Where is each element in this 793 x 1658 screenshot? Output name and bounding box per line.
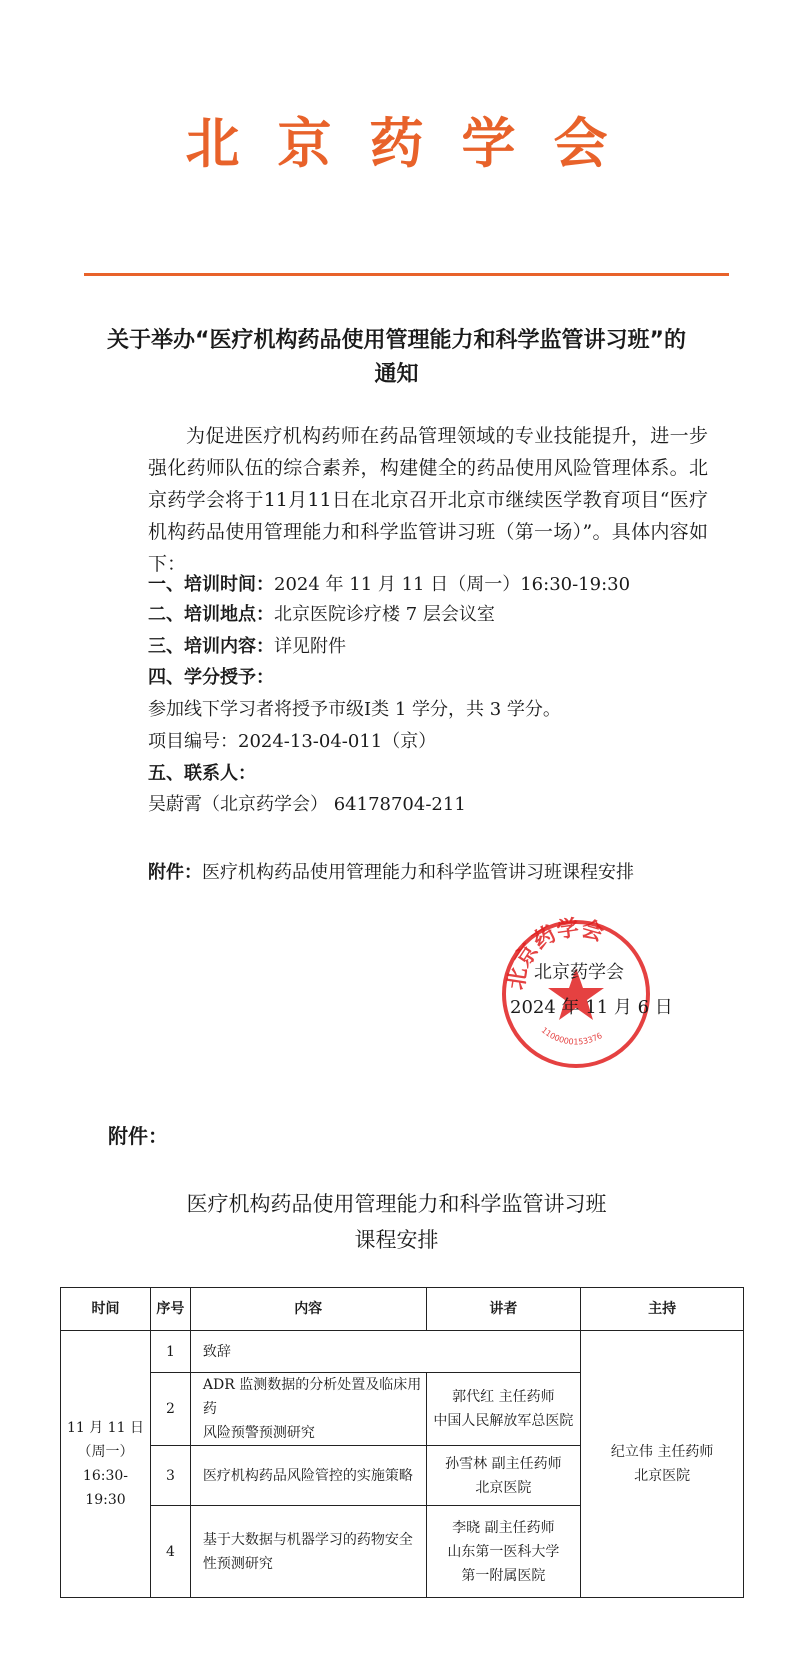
item-location xyxy=(148,600,495,630)
item-content-value: 详见附件 xyxy=(274,636,346,657)
table-row xyxy=(61,1331,744,1373)
row-number: 3 xyxy=(150,1446,190,1506)
contact-value: 吴蔚霄（北京药学会） 64178704-211 xyxy=(148,794,466,815)
item-time-value: 2024 年 11 月 11 日（周一）16:30-19:30 xyxy=(274,574,631,595)
row-number: 4 xyxy=(150,1506,190,1598)
header-speaker: 讲者 xyxy=(426,1288,581,1331)
row-content xyxy=(190,1506,426,1598)
row-number: 2 xyxy=(150,1373,190,1446)
annex-title xyxy=(0,1186,793,1258)
annex-title-line1: 医疗机构药品使用管理能力和科学监管讲习班 xyxy=(186,1192,607,1216)
speaker-line: 郭代红 主任药师 xyxy=(452,1389,555,1405)
item-time-label: 一、培训时间： xyxy=(148,574,274,595)
seal-text: 北京药学会 xyxy=(504,916,607,992)
row-content xyxy=(190,1331,580,1373)
time-weekday: （周一） xyxy=(77,1444,134,1460)
schedule-table xyxy=(60,1287,744,1598)
time-range: 16:30-19:30 xyxy=(82,1468,128,1508)
signature-date: 2024 年 11 月 6 日 xyxy=(510,997,673,1018)
notice-title-line1: 关于举办“医疗机构药品使用管理能力和科学监管讲习班”的 xyxy=(107,328,686,353)
header-content: 内容 xyxy=(190,1288,426,1331)
row-content-line: 性预测研究 xyxy=(202,1555,273,1572)
item-credit-label: 四、学分授予： xyxy=(148,667,274,688)
intro-paragraph: 为促进医疗机构药师在药品管理领域的专业技能提升，进一步强化药师队伍的综合素养，构建健全的药品使用风险管理体系。北京药学会将于11月11日在北京召开北京市继续医学教育项目“医疗机构药品使用管理能力和科学监管讲习班（第一场）”。具体内容如下： xyxy=(148,425,708,575)
speaker-line: 北京医院 xyxy=(475,1479,532,1496)
row-speaker xyxy=(426,1373,581,1446)
speaker-line: 第一附属医院 xyxy=(461,1567,546,1584)
row-content xyxy=(190,1373,426,1446)
speaker-line: 山东第一医科大学 xyxy=(447,1543,560,1560)
annex-title-line2: 课程安排 xyxy=(354,1228,439,1252)
item-credit xyxy=(148,663,274,693)
host-name: 纪立伟 主任药师 xyxy=(610,1444,714,1460)
row-content xyxy=(190,1446,426,1506)
header-time: 时间 xyxy=(61,1288,151,1331)
notice-title xyxy=(90,324,703,392)
header-number: 序号 xyxy=(150,1288,190,1331)
item-content xyxy=(148,632,346,662)
signature-org: 北京药学会 xyxy=(534,962,624,983)
item-location-value: 北京医院诊疗楼 7 层会议室 xyxy=(274,604,495,625)
annex-heading: 附件： xyxy=(108,1124,168,1148)
project-number: 项目编号：2024-13-04-011（京） xyxy=(148,731,437,752)
item-time xyxy=(148,570,630,600)
item-content-label: 三、培训内容： xyxy=(148,636,274,657)
time-cell xyxy=(61,1331,151,1598)
attachment-label: 附件： xyxy=(148,862,202,883)
masthead-title: 北京药学会 xyxy=(185,112,646,175)
speaker-line: 中国人民解放军总医院 xyxy=(433,1413,574,1429)
row-content-line: 致辞 xyxy=(202,1343,231,1360)
speaker-line: 孙雪林 副主任药师 xyxy=(445,1455,562,1472)
header-divider xyxy=(84,273,729,276)
row-number: 1 xyxy=(150,1331,190,1373)
seal-number: 1100000153376 xyxy=(539,1025,604,1047)
item-contact-label: 五、联系人： xyxy=(148,763,256,784)
row-content-line: 基于大数据与机器学习的药物安全 xyxy=(202,1531,413,1548)
row-content-line: 医疗机构药品风险管控的实施策略 xyxy=(202,1467,413,1484)
credit-text: 参加线下学习者将授予市级Ⅰ类 1 学分，共 3 学分。 xyxy=(148,699,561,720)
row-speaker xyxy=(426,1506,581,1598)
host-org: 北京医院 xyxy=(634,1468,691,1484)
header-host: 主持 xyxy=(581,1288,744,1331)
speaker-line: 李晓 副主任药师 xyxy=(452,1519,555,1536)
time-date: 11 月 11 日 xyxy=(66,1420,144,1436)
table-header-row xyxy=(61,1288,744,1331)
attachment-value: 医疗机构药品使用管理能力和科学监管讲习班课程安排 xyxy=(202,862,634,883)
row-speaker xyxy=(426,1446,581,1506)
attachment-line xyxy=(148,858,634,888)
row-content-line: 风险预警预测研究 xyxy=(202,1425,315,1441)
official-seal xyxy=(498,916,654,1072)
notice-title-line2: 通知 xyxy=(374,362,419,387)
item-location-label: 二、培训地点： xyxy=(148,604,274,625)
row-content-line: ADR 监测数据的分析处置及临床用药 xyxy=(202,1377,422,1417)
item-contact xyxy=(148,759,256,789)
host-cell xyxy=(581,1331,744,1598)
